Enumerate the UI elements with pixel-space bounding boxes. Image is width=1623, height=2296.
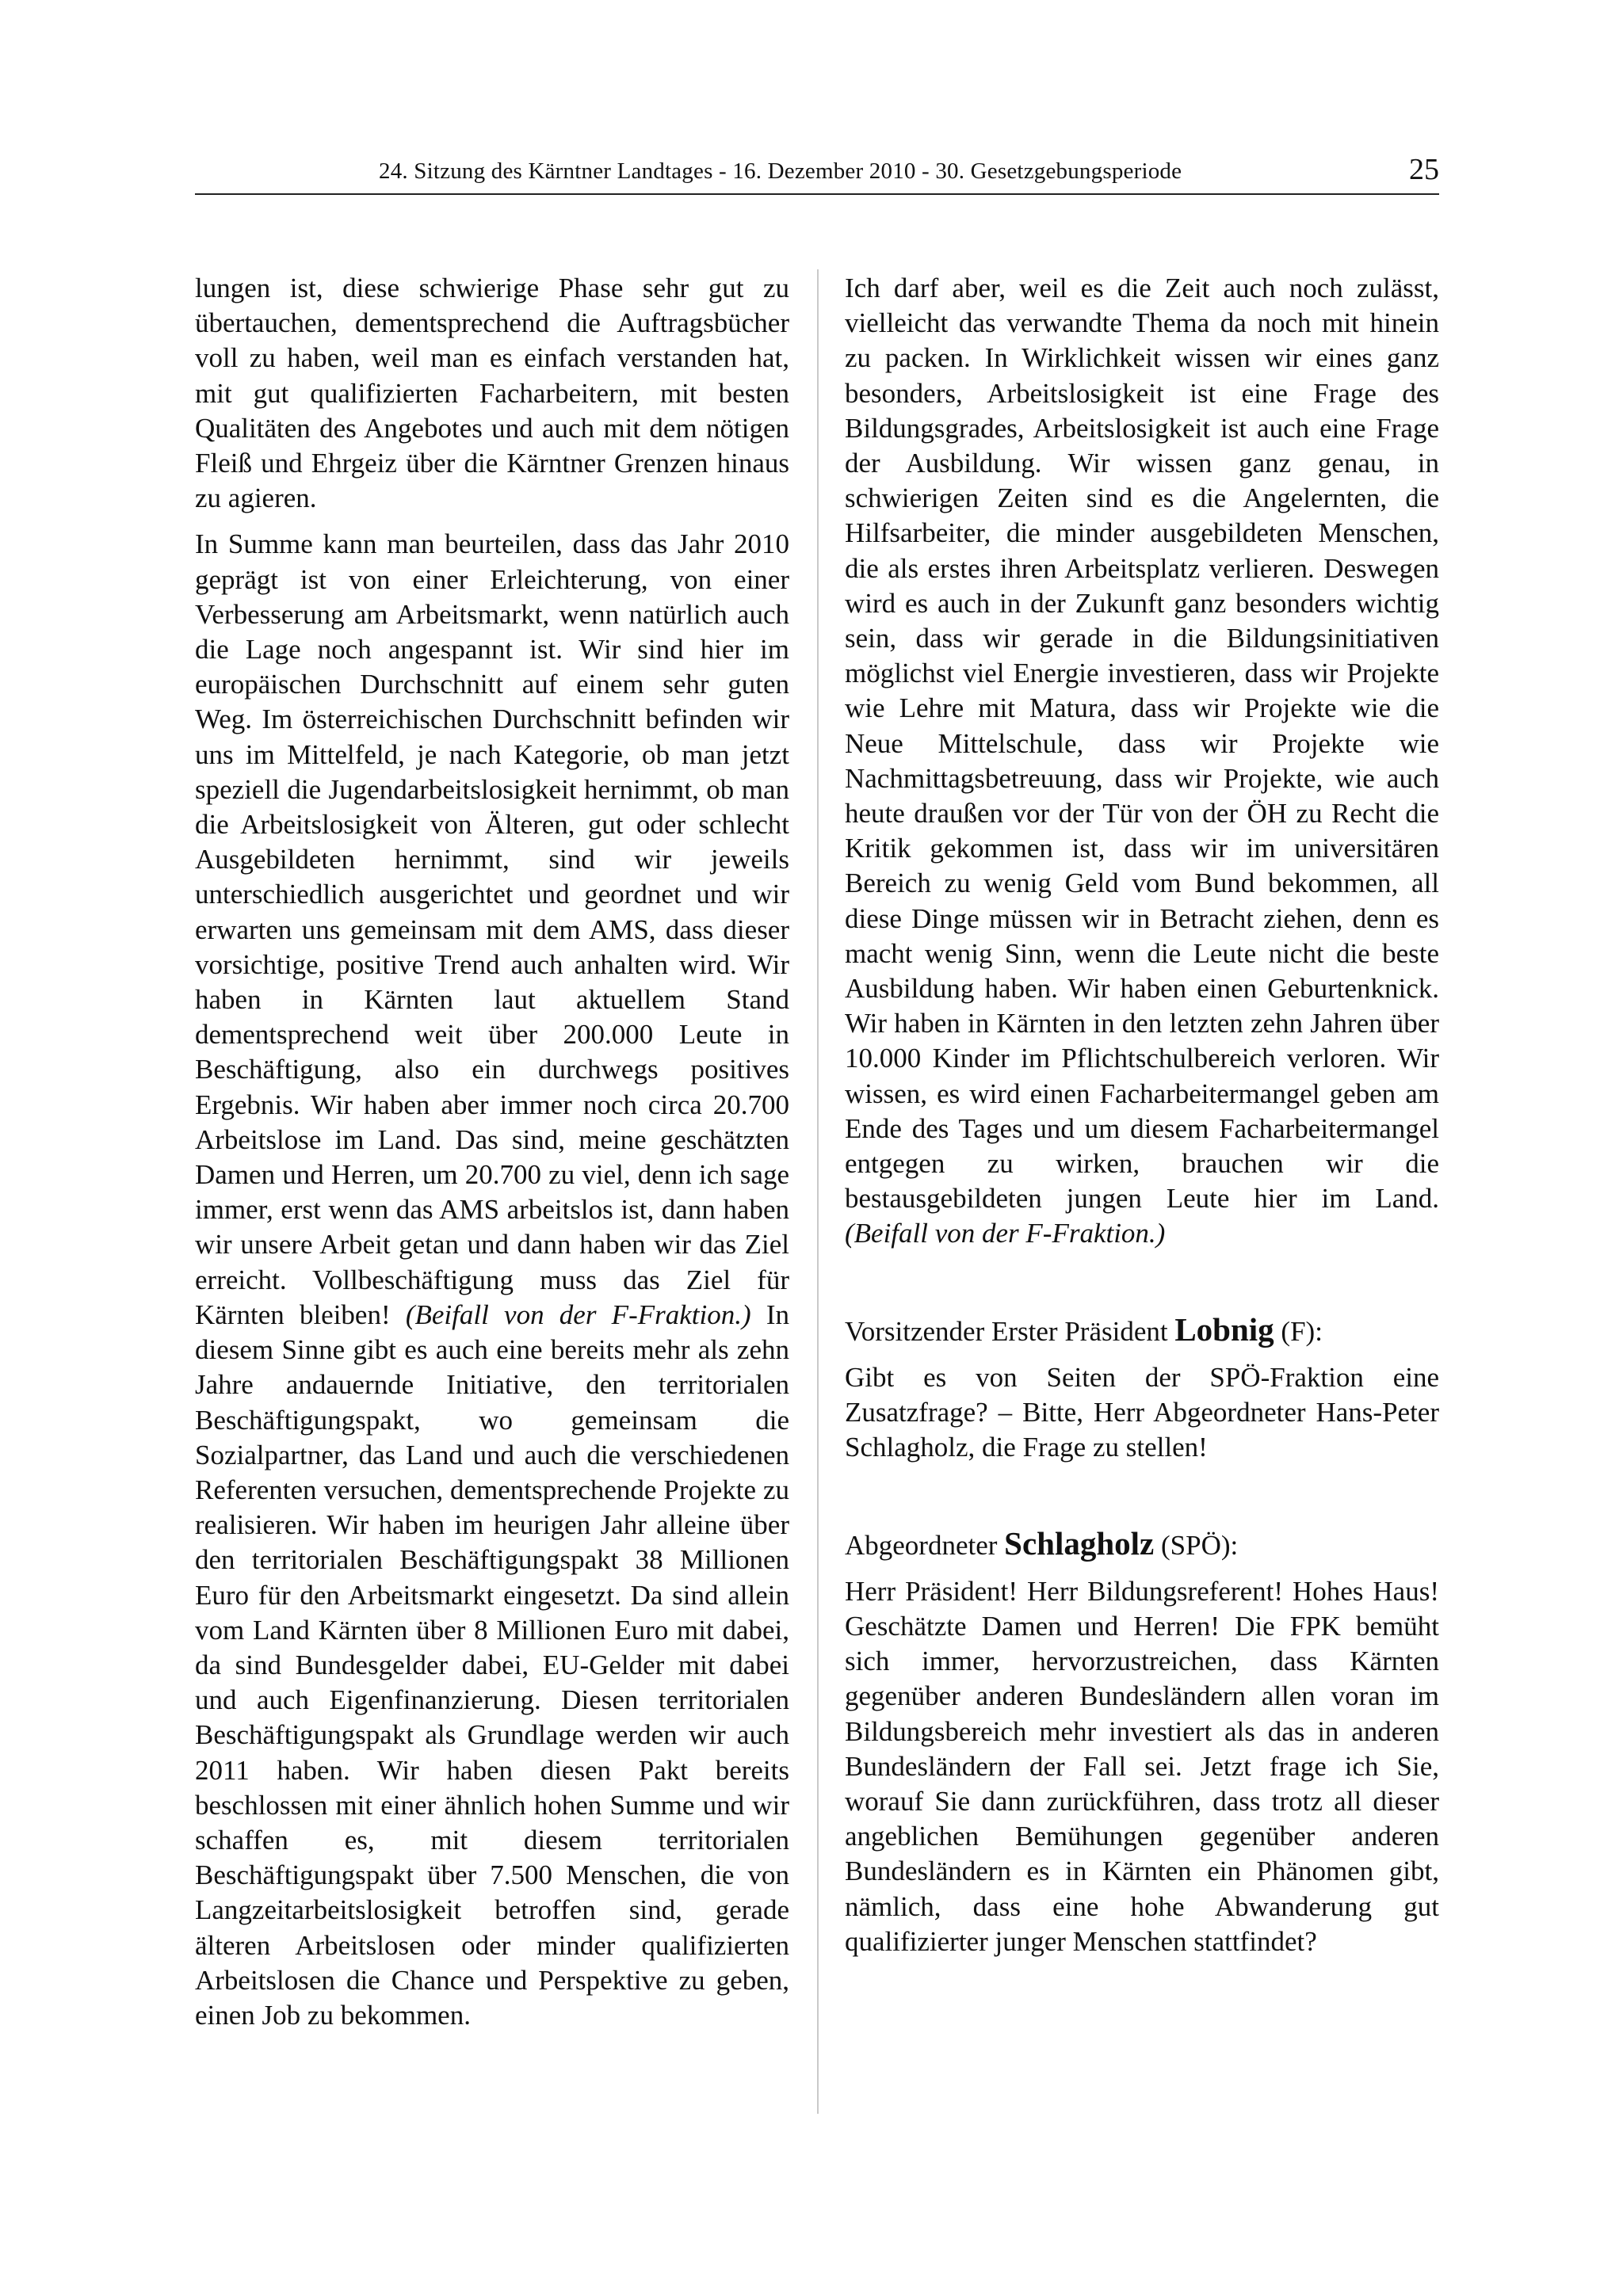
speaker-name: Schlagholz: [1004, 1524, 1155, 1562]
speaker-party: (SPÖ):: [1161, 1529, 1239, 1561]
applause-note: (Beifall von der F-Fraktion.): [405, 1299, 751, 1330]
right-paragraph-2: Gibt es von Seiten der SPÖ-Fraktion eine Zusatzfrage? – Bitte, Herr Abgeordneter Hans-Peter Schlagholz, die Frage zu stellen!: [845, 1361, 1439, 1463]
column-divider: [817, 269, 819, 2114]
left-column: [195, 271, 789, 2033]
page-number: 25: [1409, 153, 1439, 186]
speaker-heading-schlagholz: [845, 1526, 1439, 1563]
left-paragraph-1: lungen ist, diese schwierige Phase sehr gut zu übertauchen, dementsprechend die Auftragsbücher voll zu haben, weil man es einfach verstanden hat, mit gut qualifizierten Facharbeitern, mit besten Qualitäten des Angebotes und auch mit dem nötigen Fleiß und Ehrgeiz über die Kärntner Grenzen hinaus zu agieren.: [195, 273, 789, 514]
header-title: 24. Sitzung des Kärntner Landtages - 16. Dezember 2010 - 30. Gesetzgebungsperiode: [379, 158, 1182, 184]
right-column: [845, 271, 1439, 1959]
speaker-name: Lobnig: [1174, 1310, 1274, 1348]
applause-note: (Beifall von der F-Fraktion.): [845, 1218, 1166, 1249]
left-paragraph-2: [195, 527, 789, 2033]
speaker-role: Vorsitzender Erster Präsident: [845, 1315, 1168, 1347]
speaker-party: (F):: [1281, 1315, 1323, 1347]
left-paragraph-2-text-a: In Summe kann man beurteilen, dass das Jahr 2010 geprägt ist von einer Erleichterung, von einer Verbesserung am Arbeitsmarkt, wenn natürlich auch die Lage noch angespannt ist. Wir sind hier im europäischen Durchschnitt auf einem sehr guten Weg. Im österreichischen Durchschnitt befinden wir uns im Mittelfeld, je nach Kategorie, ob man jetzt speziell die Jugendarbeitslosigkeit hernimmt, ob man die Arbeitslosigkeit von Älteren, gut oder schlecht Ausgebildeten hernimmt, sind wir jeweils unterschiedlich ausgerichtet und geordnet und wir erwarten uns gemeinsam mit dem AMS, dass dieser vorsichtige, positive Trend auch anhalten wird. Wir haben in Kärnten laut aktuellem Stand dementsprechend weit über 200.000 Leute in Beschäftigung, also ein durchwegs positives Ergebnis. Wir haben aber immer noch circa 20.700 Arbeitslose im Land. Das sind, meine geschätzten Damen und Herren, um 20.700 zu viel, denn ich sage immer, erst wenn das AMS arbeitslos ist, dann haben wir unsere Arbeit getan und dann haben wir das Ziel erreicht. Vollbeschäftigung muss das Ziel für Kärnten bleiben!: [195, 528, 789, 1330]
right-paragraph-3: Herr Präsident! Herr Bildungsreferent! Hohes Haus! Geschätzte Damen und Herren! Die FPK bemüht sich immer, hervorzustreichen, dass Kärnten gegenüber anderen Bundesländern allen voran im Bildungsbereich mehr investiert als das in anderen Bundesländern der Fall sei. Jetzt frage ich Sie, worauf Sie dann zurückführen, dass trotz all dieser angeblichen Bemühungen gegenüber anderen Bundesländern es in Kärnten ein Phänomen gibt, nämlich, dass eine hohe Abwanderung gut qualifizierter junger Menschen stattfindet?: [845, 1575, 1439, 1957]
speaker-role: Abgeordneter: [845, 1529, 998, 1561]
page-header: [195, 155, 1439, 195]
speaker-heading-lobnig: [845, 1312, 1439, 1349]
left-paragraph-2-text-b: In diesem Sinne gibt es auch eine bereits mehr als zehn Jahre andauernde Initiative, den territorialen Beschäftigungspakt, wo gemeinsam die Sozialpartner, das Land und auch die verschiedenen Referenten versuchen, dementsprechende Projekte zu realisieren. Wir haben im heurigen Jahr alleine über den territorialen Beschäftigungspakt 38 Millionen Euro für den Arbeitsmarkt eingesetzt. Da sind allein vom Land Kärnten über 8 Millionen Euro mit dabei, da sind Bundesgelder dabei, EU-Gelder mit dabei und auch Eigenfinanzierung. Diesen territorialen Beschäftigungspakt als Grundlage werden wir auch 2011 haben. Wir haben diesen Pakt bereits beschlossen mit einer ähnlich hohen Summe und wir schaffen es, mit diesem territorialen Beschäftigungspakt über 7.500 Menschen, die von Langzeitarbeitslosigkeit betroffen sind, gerade älteren Arbeitslosen oder minder qualifizierten Arbeitslosen die Chance und Perspektive zu geben, einen Job zu bekommen.: [195, 1299, 790, 2031]
right-paragraph-1: [845, 271, 1439, 1252]
right-paragraph-1-text: Ich darf aber, weil es die Zeit auch noch zulässt, vielleicht das verwandte Thema da noch mit hinein zu packen. In Wirklichkeit wissen wir eines ganz besonders, Arbeitslosigkeit ist eine Frage des Bildungsgrades, Arbeitslosigkeit ist auch eine Frage der Ausbildung. Wir wissen ganz genau, in schwierigen Zeiten sind es die Angelernten, die Hilfsarbeiter, die minder ausgebildeten Menschen, die als erstes ihren Arbeitsplatz verlieren. Deswegen wird es auch in der Zukunft ganz besonders wichtig sein, dass wir gerade in die Bildungsinitiativen möglichst viel Energie investieren, dass wir Projekte wie Lehre mit Matura, dass wir Projekte wie die Neue Mittelschule, dass wir Projekte wie Nachmittagsbetreuung, dass wir Projekte, wie auch heute draußen vor der Tür von der ÖH zu Recht die Kritik gekommen ist, dass wir im universitären Bereich zu wenig Geld vom Bund bekommen, all diese Dinge müssen wir in Betracht ziehen, denn es macht wenig Sinn, wenn die Leute nicht die beste Ausbildung haben. Wir haben einen Geburtenknick. Wir haben in Kärnten in den letzten zehn Jahren über 10.000 Kinder im Pflichtschulbereich verloren. Wir wissen, es wird einen Facharbeitermangel geben am Ende des Tages und um diesem Facharbeitermangel entgegen zu wirken, brauchen wir die bestausgebildeten jungen Leute hier im Land.: [845, 273, 1439, 1215]
